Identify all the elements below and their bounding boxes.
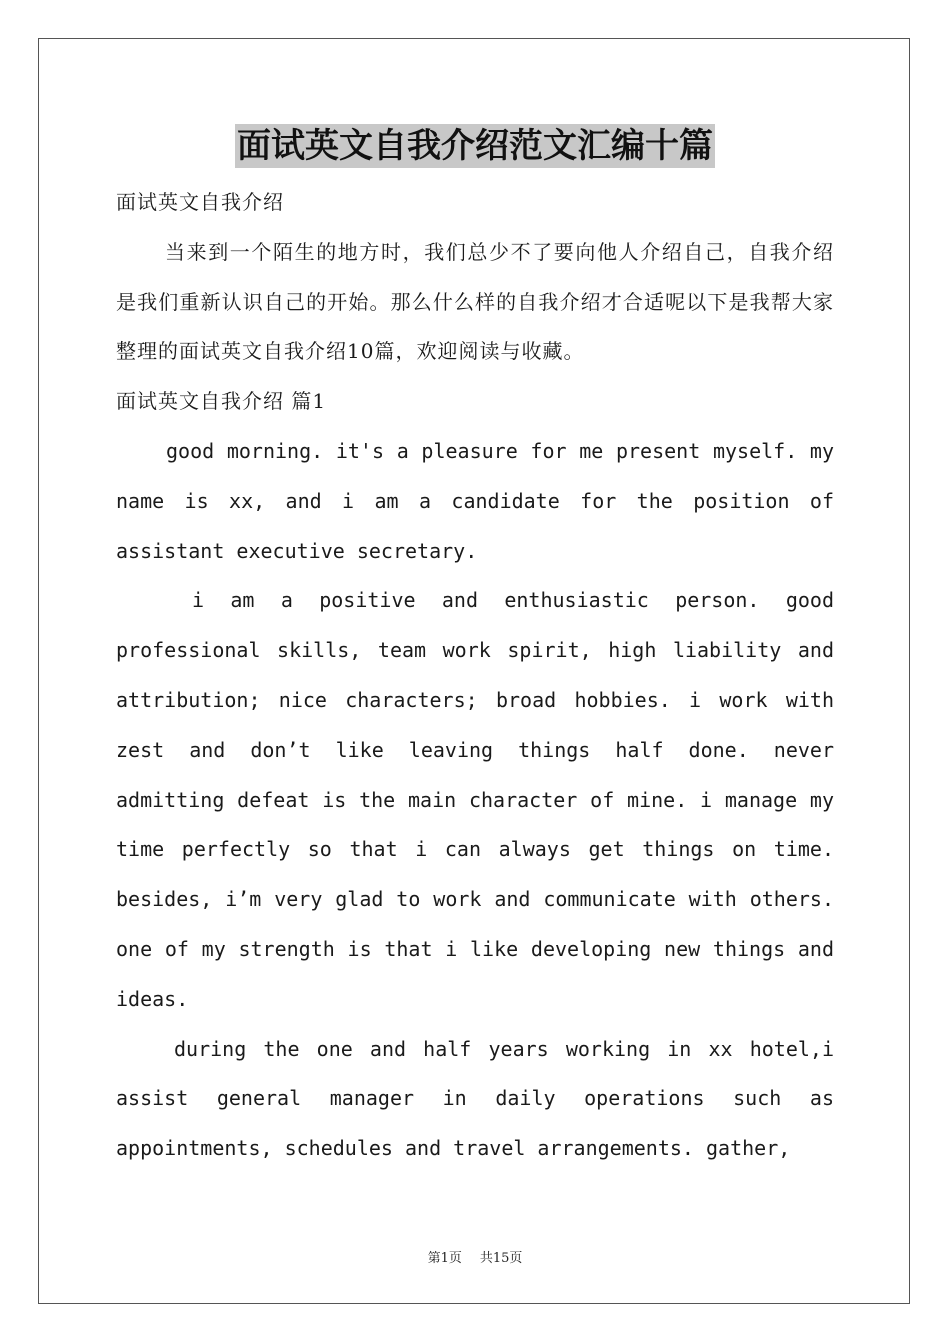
intro-paragraph: 当来到一个陌生的地方时，我们总少不了要向他人介绍自己，自我介绍是我们重新认识自己的开始。那么什么样的自我介绍才合适呢以下是我帮大家整理的面试英文自我介绍10篇，欢迎阅读与收藏。: [116, 239, 834, 364]
document-title: 面试英文自我介绍范文汇编十篇: [237, 126, 713, 166]
piece-heading: 面试英文自我介绍 篇1: [116, 389, 327, 414]
page-number: 第1页: [427, 1251, 462, 1266]
title-wrapper: [0, 124, 950, 168]
section-heading: 面试英文自我介绍: [116, 190, 284, 214]
body-paragraph-3: during the one and half years working in xx hotel,i assist general manager in daily operations such as appointments, schedules and travel arrangements. gather,: [116, 1036, 834, 1161]
body-paragraph-2: i am a positive and enthusiastic person. good professional skills, team work spirit, high liability and attribution; nice characters; broad hobbies. i work with zest and don’t like leaving things half done. never admitting defeat is the main character of mine. i manage my time perfectly so that i can always get things on time. besides, i’m very glad to work and communicate with others. one of my strength is that i like developing new things and ideas.: [116, 588, 834, 1011]
page-total: 共15页: [479, 1251, 523, 1266]
body-paragraph-1: good morning. it's a pleasure for me present myself. my name is xx, and i am a candidate for the position of assistant executive secretary.: [116, 438, 834, 563]
document-body: [116, 178, 834, 1174]
page-footer: [0, 1247, 950, 1266]
